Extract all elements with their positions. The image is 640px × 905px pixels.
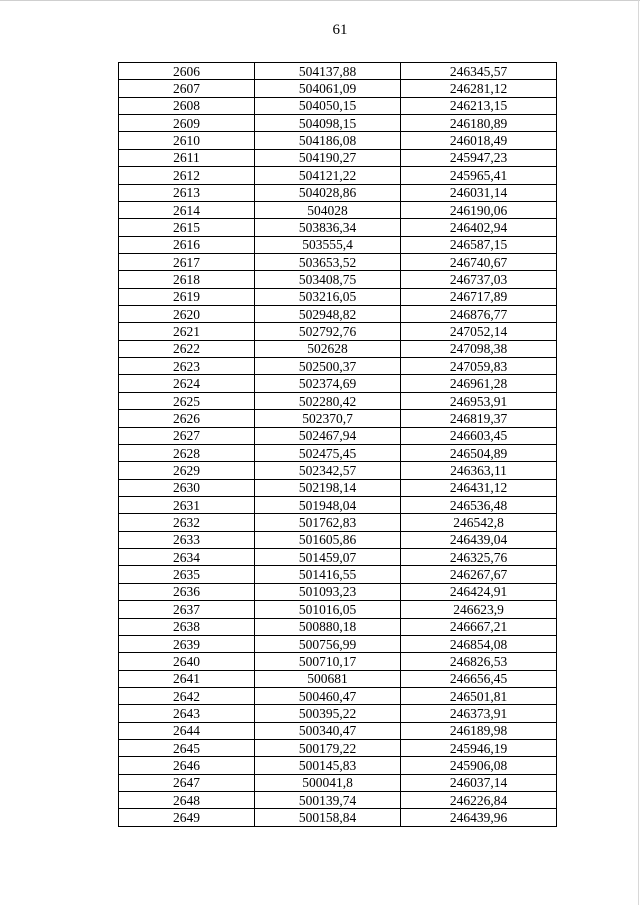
- x-coordinate-cell: 501762,83: [255, 514, 401, 531]
- point-number-cell: 2644: [119, 722, 255, 739]
- x-coordinate-cell: 504098,15: [255, 115, 401, 132]
- page-number: 61: [332, 22, 348, 38]
- y-coordinate-cell: 246819,37: [401, 410, 557, 427]
- table-row: [119, 253, 557, 270]
- y-coordinate-cell: 246402,94: [401, 219, 557, 236]
- y-coordinate-cell: 246439,96: [401, 809, 557, 826]
- x-coordinate-cell: 500460,47: [255, 687, 401, 704]
- point-number-cell: 2628: [119, 444, 255, 461]
- x-coordinate-cell: 502198,14: [255, 479, 401, 496]
- point-number-cell: 2613: [119, 184, 255, 201]
- x-coordinate-cell: 504028,86: [255, 184, 401, 201]
- x-coordinate-cell: 501605,86: [255, 531, 401, 548]
- table-row: [119, 496, 557, 513]
- table-row: [119, 635, 557, 652]
- x-coordinate-cell: 502948,82: [255, 306, 401, 323]
- point-number-cell: 2630: [119, 479, 255, 496]
- x-coordinate-cell: 504190,27: [255, 149, 401, 166]
- point-number-cell: 2609: [119, 115, 255, 132]
- x-coordinate-cell: 500145,83: [255, 757, 401, 774]
- x-coordinate-cell: 503216,05: [255, 288, 401, 305]
- x-coordinate-cell: 500710,17: [255, 653, 401, 670]
- table-row: [119, 687, 557, 704]
- table-row: [119, 774, 557, 791]
- y-coordinate-cell: 246740,67: [401, 253, 557, 270]
- y-coordinate-cell: 246536,48: [401, 496, 557, 513]
- y-coordinate-cell: 246189,98: [401, 722, 557, 739]
- x-coordinate-cell: 502370,7: [255, 410, 401, 427]
- point-number-cell: 2607: [119, 80, 255, 97]
- point-number-cell: 2645: [119, 740, 255, 757]
- point-number-cell: 2627: [119, 427, 255, 444]
- table-row: [119, 705, 557, 722]
- table-row: [119, 236, 557, 253]
- point-number-cell: 2649: [119, 809, 255, 826]
- table-row: [119, 531, 557, 548]
- y-coordinate-cell: 246854,08: [401, 635, 557, 652]
- point-number-cell: 2623: [119, 358, 255, 375]
- point-number-cell: 2612: [119, 167, 255, 184]
- y-coordinate-cell: 246213,15: [401, 97, 557, 114]
- y-coordinate-cell: 246431,12: [401, 479, 557, 496]
- point-number-cell: 2620: [119, 306, 255, 323]
- point-number-cell: 2615: [119, 219, 255, 236]
- point-number-cell: 2637: [119, 601, 255, 618]
- point-number-cell: 2640: [119, 653, 255, 670]
- point-number-cell: 2631: [119, 496, 255, 513]
- x-coordinate-cell: 502467,94: [255, 427, 401, 444]
- y-coordinate-cell: 247098,38: [401, 340, 557, 357]
- point-number-cell: 2629: [119, 462, 255, 479]
- y-coordinate-cell: 245906,08: [401, 757, 557, 774]
- table-row: [119, 514, 557, 531]
- point-number-cell: 2647: [119, 774, 255, 791]
- coordinates-table-body: [119, 63, 557, 827]
- table-row: [119, 288, 557, 305]
- y-coordinate-cell: 246623,9: [401, 601, 557, 618]
- y-coordinate-cell: 245946,19: [401, 740, 557, 757]
- y-coordinate-cell: 246737,03: [401, 271, 557, 288]
- table-row: [119, 670, 557, 687]
- point-number-cell: 2646: [119, 757, 255, 774]
- point-number-cell: 2643: [119, 705, 255, 722]
- table-row: [119, 115, 557, 132]
- y-coordinate-cell: 246190,06: [401, 201, 557, 218]
- point-number-cell: 2618: [119, 271, 255, 288]
- point-number-cell: 2614: [119, 201, 255, 218]
- point-number-cell: 2610: [119, 132, 255, 149]
- y-coordinate-cell: 246180,89: [401, 115, 557, 132]
- x-coordinate-cell: 502374,69: [255, 375, 401, 392]
- table-row: [119, 375, 557, 392]
- x-coordinate-cell: 501416,55: [255, 566, 401, 583]
- y-coordinate-cell: 246501,81: [401, 687, 557, 704]
- x-coordinate-cell: 501948,04: [255, 496, 401, 513]
- y-coordinate-cell: 246267,67: [401, 566, 557, 583]
- x-coordinate-cell: 500041,8: [255, 774, 401, 791]
- table-row: [119, 740, 557, 757]
- x-coordinate-cell: 503653,52: [255, 253, 401, 270]
- table-row: [119, 618, 557, 635]
- point-number-cell: 2625: [119, 392, 255, 409]
- point-number-cell: 2622: [119, 340, 255, 357]
- y-coordinate-cell: 246667,21: [401, 618, 557, 635]
- point-number-cell: 2621: [119, 323, 255, 340]
- y-coordinate-cell: 246226,84: [401, 792, 557, 809]
- point-number-cell: 2617: [119, 253, 255, 270]
- x-coordinate-cell: 504061,09: [255, 80, 401, 97]
- table-row: [119, 410, 557, 427]
- table-row: [119, 167, 557, 184]
- y-coordinate-cell: 246961,28: [401, 375, 557, 392]
- point-number-cell: 2624: [119, 375, 255, 392]
- y-coordinate-cell: 246826,53: [401, 653, 557, 670]
- y-coordinate-cell: 246373,91: [401, 705, 557, 722]
- x-coordinate-cell: 504121,22: [255, 167, 401, 184]
- x-coordinate-cell: 504186,08: [255, 132, 401, 149]
- table-row: [119, 722, 557, 739]
- table-row: [119, 358, 557, 375]
- y-coordinate-cell: 246325,76: [401, 549, 557, 566]
- y-coordinate-cell: 247059,83: [401, 358, 557, 375]
- x-coordinate-cell: 501093,23: [255, 583, 401, 600]
- x-coordinate-cell: 503836,34: [255, 219, 401, 236]
- table-row: [119, 809, 557, 826]
- x-coordinate-cell: 500681: [255, 670, 401, 687]
- y-coordinate-cell: 246281,12: [401, 80, 557, 97]
- point-number-cell: 2616: [119, 236, 255, 253]
- x-coordinate-cell: 500179,22: [255, 740, 401, 757]
- point-number-cell: 2638: [119, 618, 255, 635]
- x-coordinate-cell: 500756,99: [255, 635, 401, 652]
- y-coordinate-cell: 246424,91: [401, 583, 557, 600]
- table-row: [119, 306, 557, 323]
- table-row: [119, 444, 557, 461]
- x-coordinate-cell: 502280,42: [255, 392, 401, 409]
- x-coordinate-cell: 502475,45: [255, 444, 401, 461]
- point-number-cell: 2619: [119, 288, 255, 305]
- table-row: [119, 323, 557, 340]
- point-number-cell: 2642: [119, 687, 255, 704]
- x-coordinate-cell: 500139,74: [255, 792, 401, 809]
- y-coordinate-cell: 246504,89: [401, 444, 557, 461]
- x-coordinate-cell: 503408,75: [255, 271, 401, 288]
- point-number-cell: 2606: [119, 63, 255, 80]
- point-number-cell: 2626: [119, 410, 255, 427]
- y-coordinate-cell: 246656,45: [401, 670, 557, 687]
- y-coordinate-cell: 246439,04: [401, 531, 557, 548]
- x-coordinate-cell: 502500,37: [255, 358, 401, 375]
- table-row: [119, 271, 557, 288]
- point-number-cell: 2632: [119, 514, 255, 531]
- table-row: [119, 792, 557, 809]
- table-row: [119, 566, 557, 583]
- y-coordinate-cell: 246018,49: [401, 132, 557, 149]
- x-coordinate-cell: 503555,4: [255, 236, 401, 253]
- y-coordinate-cell: 246953,91: [401, 392, 557, 409]
- point-number-cell: 2635: [119, 566, 255, 583]
- table-row: [119, 340, 557, 357]
- x-coordinate-cell: 501016,05: [255, 601, 401, 618]
- x-coordinate-cell: 501459,07: [255, 549, 401, 566]
- coordinates-table: [118, 62, 557, 827]
- y-coordinate-cell: 246363,11: [401, 462, 557, 479]
- y-coordinate-cell: 246876,77: [401, 306, 557, 323]
- x-coordinate-cell: 504050,15: [255, 97, 401, 114]
- point-number-cell: 2648: [119, 792, 255, 809]
- table-row: [119, 219, 557, 236]
- x-coordinate-cell: 502342,57: [255, 462, 401, 479]
- table-row: [119, 149, 557, 166]
- x-coordinate-cell: 500158,84: [255, 809, 401, 826]
- point-number-cell: 2633: [119, 531, 255, 548]
- table-row: [119, 549, 557, 566]
- x-coordinate-cell: 500395,22: [255, 705, 401, 722]
- scan-edge-top: [0, 0, 640, 1]
- x-coordinate-cell: 500340,47: [255, 722, 401, 739]
- point-number-cell: 2636: [119, 583, 255, 600]
- point-number-cell: 2611: [119, 149, 255, 166]
- scan-edge-right: [638, 0, 639, 905]
- y-coordinate-cell: 246037,14: [401, 774, 557, 791]
- y-coordinate-cell: 246031,14: [401, 184, 557, 201]
- table-row: [119, 201, 557, 218]
- y-coordinate-cell: 246345,57: [401, 63, 557, 80]
- table-row: [119, 80, 557, 97]
- table-row: [119, 392, 557, 409]
- point-number-cell: 2639: [119, 635, 255, 652]
- table-row: [119, 479, 557, 496]
- y-coordinate-cell: 246603,45: [401, 427, 557, 444]
- table-row: [119, 462, 557, 479]
- point-number-cell: 2641: [119, 670, 255, 687]
- table-row: [119, 583, 557, 600]
- table-row: [119, 132, 557, 149]
- point-number-cell: 2634: [119, 549, 255, 566]
- x-coordinate-cell: 504137,88: [255, 63, 401, 80]
- x-coordinate-cell: 502628: [255, 340, 401, 357]
- y-coordinate-cell: 246587,15: [401, 236, 557, 253]
- x-coordinate-cell: 500880,18: [255, 618, 401, 635]
- y-coordinate-cell: 246717,89: [401, 288, 557, 305]
- point-number-cell: 2608: [119, 97, 255, 114]
- table-row: [119, 653, 557, 670]
- y-coordinate-cell: 247052,14: [401, 323, 557, 340]
- table-row: [119, 427, 557, 444]
- table-row: [119, 601, 557, 618]
- y-coordinate-cell: 246542,8: [401, 514, 557, 531]
- table-row: [119, 757, 557, 774]
- x-coordinate-cell: 504028: [255, 201, 401, 218]
- y-coordinate-cell: 245947,23: [401, 149, 557, 166]
- table-row: [119, 63, 557, 80]
- table-row: [119, 97, 557, 114]
- x-coordinate-cell: 502792,76: [255, 323, 401, 340]
- table-row: [119, 184, 557, 201]
- y-coordinate-cell: 245965,41: [401, 167, 557, 184]
